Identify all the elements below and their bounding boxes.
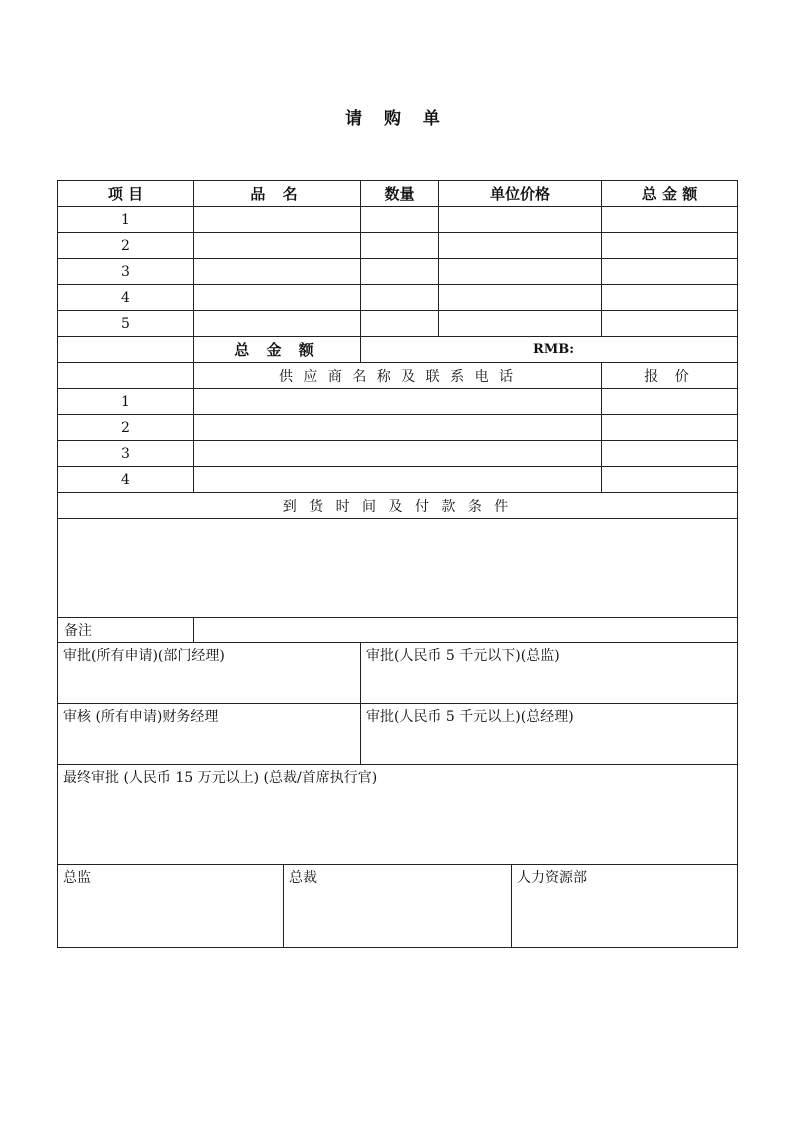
signoff-president[interactable]: 总裁	[284, 865, 512, 947]
page-title: 请 购 单	[345, 109, 448, 129]
item-row	[58, 233, 738, 259]
delivery-terms-area[interactable]	[58, 519, 738, 618]
unit-price-cell[interactable]	[439, 285, 602, 311]
item-number: 4	[58, 285, 194, 311]
unit-price-cell[interactable]	[439, 259, 602, 285]
approval-dept-manager[interactable]: 审批(所有申请)(部门经理)	[58, 643, 361, 704]
item-number: 1	[58, 207, 194, 233]
supplier-header-blank	[58, 363, 194, 389]
purchase-request-form	[57, 180, 737, 948]
total-cell[interactable]	[602, 233, 738, 259]
supplier-row	[58, 389, 738, 415]
supplier-contact-cell[interactable]	[194, 441, 602, 467]
qty-cell[interactable]	[361, 233, 439, 259]
qty-cell[interactable]	[361, 311, 439, 337]
name-cell[interactable]	[194, 311, 361, 337]
supplier-contact-cell[interactable]	[194, 415, 602, 441]
total-row-blank	[58, 337, 194, 363]
main-table	[57, 180, 738, 865]
quote-cell[interactable]	[602, 389, 738, 415]
delivery-header: 到 货 时 间 及 付 款 条 件	[58, 493, 738, 519]
signoff-director[interactable]: 总监	[58, 865, 284, 947]
supplier-number: 2	[58, 415, 194, 441]
supplier-number: 3	[58, 441, 194, 467]
name-cell[interactable]	[194, 285, 361, 311]
total-cell[interactable]	[602, 285, 738, 311]
remarks-label: 备注	[58, 618, 194, 643]
total-cell[interactable]	[602, 311, 738, 337]
approval-finance-manager[interactable]: 审核 (所有申请)财务经理	[58, 704, 361, 765]
supplier-number: 1	[58, 389, 194, 415]
remarks-field[interactable]	[194, 618, 738, 643]
quote-cell[interactable]	[602, 441, 738, 467]
rmb-field[interactable]: RMB:	[361, 337, 738, 363]
header-total: 总 金 额	[602, 181, 738, 207]
approval-final-ceo[interactable]: 最终审批 (人民币 15 万元以上) (总裁/首席执行官)	[58, 765, 738, 865]
header-item: 项 目	[58, 181, 194, 207]
supplier-header: 供 应 商 名 称 及 联 系 电 话	[194, 363, 602, 389]
name-cell[interactable]	[194, 207, 361, 233]
quote-cell[interactable]	[602, 415, 738, 441]
qty-cell[interactable]	[361, 285, 439, 311]
unit-price-cell[interactable]	[439, 311, 602, 337]
supplier-contact-cell[interactable]	[194, 389, 602, 415]
total-cell[interactable]	[602, 259, 738, 285]
item-row	[58, 207, 738, 233]
item-number: 2	[58, 233, 194, 259]
item-number: 5	[58, 311, 194, 337]
total-amount-label: 总 金 额	[194, 337, 361, 363]
qty-cell[interactable]	[361, 207, 439, 233]
header-qty: 数量	[361, 181, 439, 207]
name-cell[interactable]	[194, 259, 361, 285]
supplier-row	[58, 441, 738, 467]
item-number: 3	[58, 259, 194, 285]
header-unit-price: 单位价格	[439, 181, 602, 207]
approval-general-manager[interactable]: 审批(人民币 5 千元以上)(总经理)	[361, 704, 738, 765]
quote-header: 报 价	[602, 363, 738, 389]
signoff-hr[interactable]: 人力资源部	[512, 865, 738, 947]
unit-price-cell[interactable]	[439, 233, 602, 259]
supplier-contact-cell[interactable]	[194, 467, 602, 493]
signoff-table	[57, 865, 738, 948]
item-row	[58, 311, 738, 337]
approval-director[interactable]: 审批(人民币 5 千元以下)(总监)	[361, 643, 738, 704]
header-name: 品 名	[194, 181, 361, 207]
supplier-row	[58, 467, 738, 493]
name-cell[interactable]	[194, 233, 361, 259]
quote-cell[interactable]	[602, 467, 738, 493]
total-cell[interactable]	[602, 207, 738, 233]
item-row	[58, 285, 738, 311]
unit-price-cell[interactable]	[439, 207, 602, 233]
supplier-row	[58, 415, 738, 441]
qty-cell[interactable]	[361, 259, 439, 285]
total-row	[58, 337, 738, 363]
supplier-number: 4	[58, 467, 194, 493]
item-row	[58, 259, 738, 285]
